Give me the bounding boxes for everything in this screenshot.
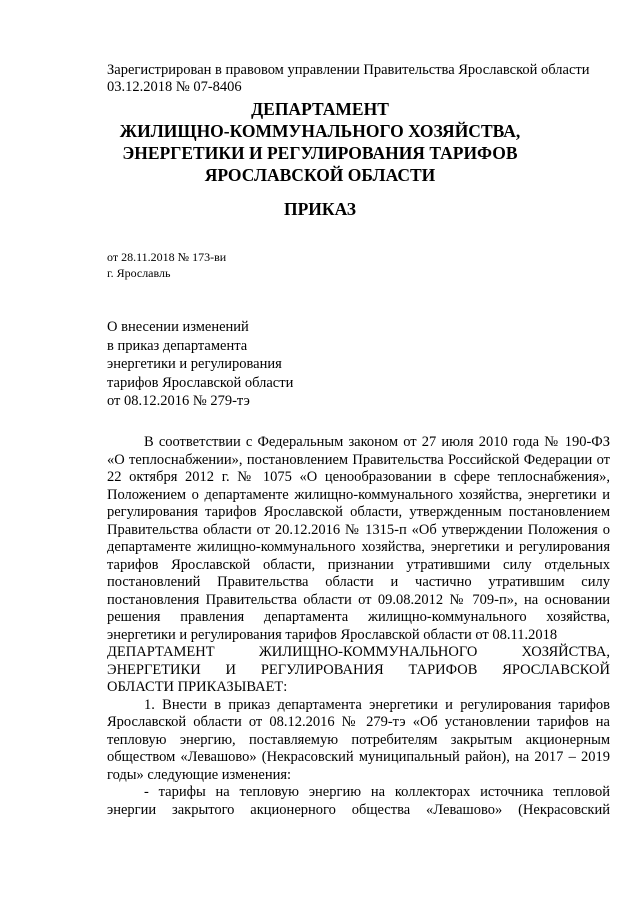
subject-line: О внесении изменений <box>107 319 249 335</box>
registration-stamp <box>107 62 627 96</box>
orders-line: ДЕПАРТАМЕНТ ЖИЛИЩНО-КОММУНАЛЬНОГО ХОЗЯЙСТВА, <box>107 644 610 660</box>
preamble-paragraph: В соответствии с Федеральным законом от 27 июля 2010 года № 190-ФЗ «О теплоснабжении», постановлением Правительства Российской Федерации от 22 октября 2012 г. № 1075 «О ценообразовании в сфере теплоснабжения», Положением о департаменте жилищно-коммунального хозяйства, энергетики и регулирования тарифов Ярославской области, утвержденным постановлением Правительства области от 20.12.2016 № 1315-п «Об утверждении Положения о департаменте жилищно-коммунального хозяйства, энергетики и регулирования тарифов Ярославской области, признании утратившими силу отдельных постановлений Правительства области и частично утратившим силу постановления Правительства области от 09.08.2012 № 709-п», на основании решения правления департамента жилищно-коммунального хозяйства, энергетики и регулирования тарифов Ярославской области от 08.11.2018 <box>107 434 610 643</box>
department-heading <box>80 98 560 186</box>
department-line: ЖИЛИЩНО-КОММУНАЛЬНОГО ХОЗЯЙСТВА, <box>119 121 521 141</box>
orders-line: ОБЛАСТИ ПРИКАЗЫВАЕТ: <box>107 679 288 695</box>
department-line: ДЕПАРТАМЕНТ <box>251 99 389 119</box>
order-body <box>107 434 610 819</box>
registration-line: Зарегистрирован в правовом управлении Правительства Ярославской области <box>107 62 590 78</box>
order-date-number: от 28.11.2018 № 173-ви <box>107 250 227 264</box>
department-line: ЭНЕРГЕТИКИ И РЕГУЛИРОВАНИЯ ТАРИФОВ <box>122 143 518 163</box>
order-meta <box>107 249 226 281</box>
document-type-title: ПРИКАЗ <box>283 199 357 219</box>
orders-line: ЭНЕРГЕТИКИ И РЕГУЛИРОВАНИЯ ТАРИФОВ ЯРОСЛАВСКОЙ <box>107 661 610 678</box>
order-subject <box>107 318 293 411</box>
subject-line: в приказ департамента <box>107 337 248 354</box>
registration-number: 03.12.2018 № 07-8406 <box>107 79 242 95</box>
subject-line: энергетики и регулирования <box>107 356 282 373</box>
item-1-paragraph: 1. Внести в приказ департамента энергетики и регулирования тарифов Ярославской области от 08.12.2016 № 279-тэ «Об установлении тарифов на тепловую энергию, поставляемую потребителям закрытым акционерным обществом «Левашово» (Некрасовский муниципальный район), на 2017 – 2019 годы» следующие изменения: <box>107 696 610 783</box>
department-line: ЯРОСЛАВСКОЙ ОБЛАСТИ <box>204 165 436 185</box>
subject-line: от 08.12.2016 № 279-тэ <box>107 393 250 410</box>
subject-line: тарифов Ярославской области <box>107 374 294 391</box>
order-city: г. Ярославль <box>107 266 171 280</box>
dash-item-paragraph: - тарифы на тепловую энергию на коллекторах источника тепловой энергии закрытого акционерного общества «Левашово» (Некрасовский <box>107 784 610 818</box>
